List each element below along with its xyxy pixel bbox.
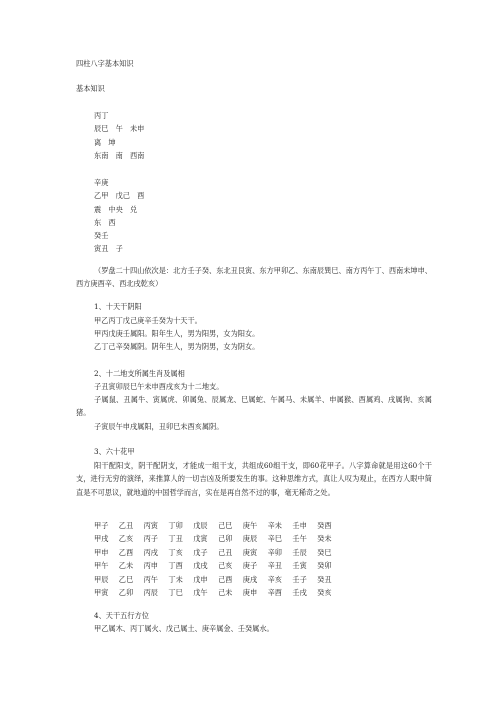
diagram-line: 辛庚 [94, 178, 109, 187]
table-cell: 辛酉 [267, 587, 282, 597]
body-line: 子丑寅卯辰巳午未申酉戌亥为十二地支。 [94, 382, 224, 391]
table-cell: 丙寅 [143, 521, 158, 530]
table-cell: 癸巳 [317, 547, 332, 557]
table-cell: 乙丑 [118, 521, 134, 530]
table-cell: 乙卯 [118, 587, 134, 597]
body-line: 乙丁己辛癸属阴。阴年生人，男为阴男，女为阴女。 [94, 342, 260, 351]
table-cell: 庚寅 [242, 547, 258, 557]
section-4-title: 4、天干五行方位 [94, 611, 149, 620]
table-cell: 壬午 [292, 534, 307, 544]
diagram-line: 乙甲 戊己 酉 [94, 191, 145, 200]
table-cell: 戊申 [193, 574, 208, 584]
table-cell: 壬寅 [292, 561, 307, 571]
table-cell: 庚午 [242, 521, 258, 530]
table-cell: 丁未 [168, 574, 183, 584]
table-cell: 庚子 [242, 561, 258, 571]
table-cell: 辛巳 [267, 534, 282, 544]
table-cell: 丙子 [143, 534, 158, 544]
diagram-line: 癸壬 [94, 231, 109, 240]
table-cell: 辛丑 [267, 561, 282, 571]
section-3-title: 3、六十花甲 [94, 447, 135, 456]
table-cell: 乙巳 [118, 574, 134, 584]
table-cell: 乙未 [118, 561, 134, 571]
zodiac-paragraph: 子属鼠、丑属牛、寅属虎、卯属兔、辰属龙、巳属蛇、午属马、未属羊、申属猴、酉属鸡、戌属狗、亥属猪。 [76, 395, 432, 418]
table-cell: 丁亥 [168, 547, 183, 557]
table-cell: 戊寅 [193, 534, 208, 544]
table-cell: 丁酉 [168, 561, 183, 571]
section-heading: 基本知识 [76, 84, 105, 93]
table-cell: 甲辰 [94, 574, 109, 584]
diagram-line: 辰巳 午 未申 [94, 124, 145, 133]
diagram-line: 丙丁 [94, 111, 109, 120]
table-cell: 丁丑 [168, 534, 183, 544]
table-row [94, 586, 342, 599]
table-cell: 己巳 [217, 521, 233, 530]
table-cell: 戊戌 [193, 561, 208, 571]
diagram-line: 东南 南 西南 [94, 151, 145, 160]
table-cell: 丙辰 [143, 587, 158, 597]
table-cell: 甲戌 [94, 534, 109, 544]
table-cell: 丙戌 [143, 547, 158, 557]
note-paragraph: （罗盘二十四山依次是：北方壬子癸、东北丑艮寅、东方甲卯乙、东南辰巽巳、南方丙午丁、西南未坤申、西方庚酉辛、西北戌乾亥） [76, 266, 432, 289]
table-cell: 辛未 [267, 521, 282, 530]
section-2-title: 2、十二地支所属生肖及属相 [94, 369, 185, 378]
table-cell: 辛亥 [267, 574, 282, 584]
table-row [94, 559, 342, 572]
table-cell: 壬辰 [292, 547, 307, 557]
jiazi-paragraph: 阳干配阳支，阴干配阴支，才能成一组干支，共组成60组干支，即60花甲子。八字算命就是用这60个干支，进行无穷的演绎，来推算人的一切吉凶及所要发生的事。这种思维方式，真让人叹为观止，在西方人眼中简直是不可思议，就地道的中国哲学而言，实在是再自然不过的事，毫无稀奇之处。 [76, 461, 432, 497]
table-cell: 庚辰 [242, 534, 258, 544]
document-title: 四柱八字基本知识 [76, 59, 134, 68]
diagram-line: 离 坤 [94, 138, 116, 147]
body-line: 甲乙丙丁戊己庚辛壬癸为十天干。 [94, 316, 202, 325]
table-cell: 乙酉 [118, 547, 134, 557]
table-cell: 甲午 [94, 561, 109, 571]
diagram-line: 东 西 [94, 218, 116, 227]
table-cell: 壬子 [292, 574, 307, 584]
table-cell: 壬戌 [292, 587, 307, 597]
table-cell: 戊午 [193, 587, 208, 597]
table-cell: 丁卯 [168, 521, 183, 530]
table-cell: 丁巳 [168, 587, 183, 597]
table-cell: 癸亥 [317, 587, 332, 597]
diagram-line: 震 中央 兑 [94, 205, 138, 214]
table-row [94, 573, 342, 586]
table-row [94, 519, 342, 532]
table-cell: 甲子 [94, 521, 109, 530]
table-cell: 辛卯 [267, 547, 282, 557]
table-cell: 癸酉 [317, 521, 332, 530]
table-cell: 庚申 [242, 587, 258, 597]
table-cell: 甲申 [94, 547, 109, 557]
table-cell: 甲寅 [94, 587, 109, 597]
table-cell: 壬申 [292, 521, 307, 530]
table-cell: 癸未 [317, 534, 332, 544]
table-row [94, 546, 342, 559]
table-cell: 戊辰 [193, 521, 208, 530]
table-cell: 己酉 [217, 574, 233, 584]
table-cell: 乙亥 [118, 534, 134, 544]
table-cell: 戊子 [193, 547, 208, 557]
table-cell: 己亥 [217, 561, 233, 571]
table-cell: 己丑 [217, 547, 233, 557]
section-1-title: 1、十天干阴阳 [94, 302, 142, 311]
table-row [94, 532, 342, 545]
diagram-line: 寅丑 子 [94, 244, 123, 253]
table-cell: 己未 [217, 587, 233, 597]
body-line: 甲丙戊庚壬属阳。阳年生人，男为阳男，女为阳女。 [94, 329, 260, 338]
table-cell: 丙午 [143, 574, 158, 584]
table-cell: 己卯 [217, 534, 233, 544]
sixty-jiazi-table [94, 519, 342, 599]
table-cell: 丙申 [143, 561, 158, 571]
body-line: 子寅辰午申戌属阳，丑卯巳未酉亥属阴。 [94, 422, 224, 431]
body-line: 甲乙属木、丙丁属火、戊己属土、庚辛属金、壬癸属水。 [94, 624, 274, 633]
table-cell: 庚戌 [242, 574, 258, 584]
table-cell: 癸卯 [317, 561, 332, 571]
table-cell: 癸丑 [317, 574, 332, 584]
